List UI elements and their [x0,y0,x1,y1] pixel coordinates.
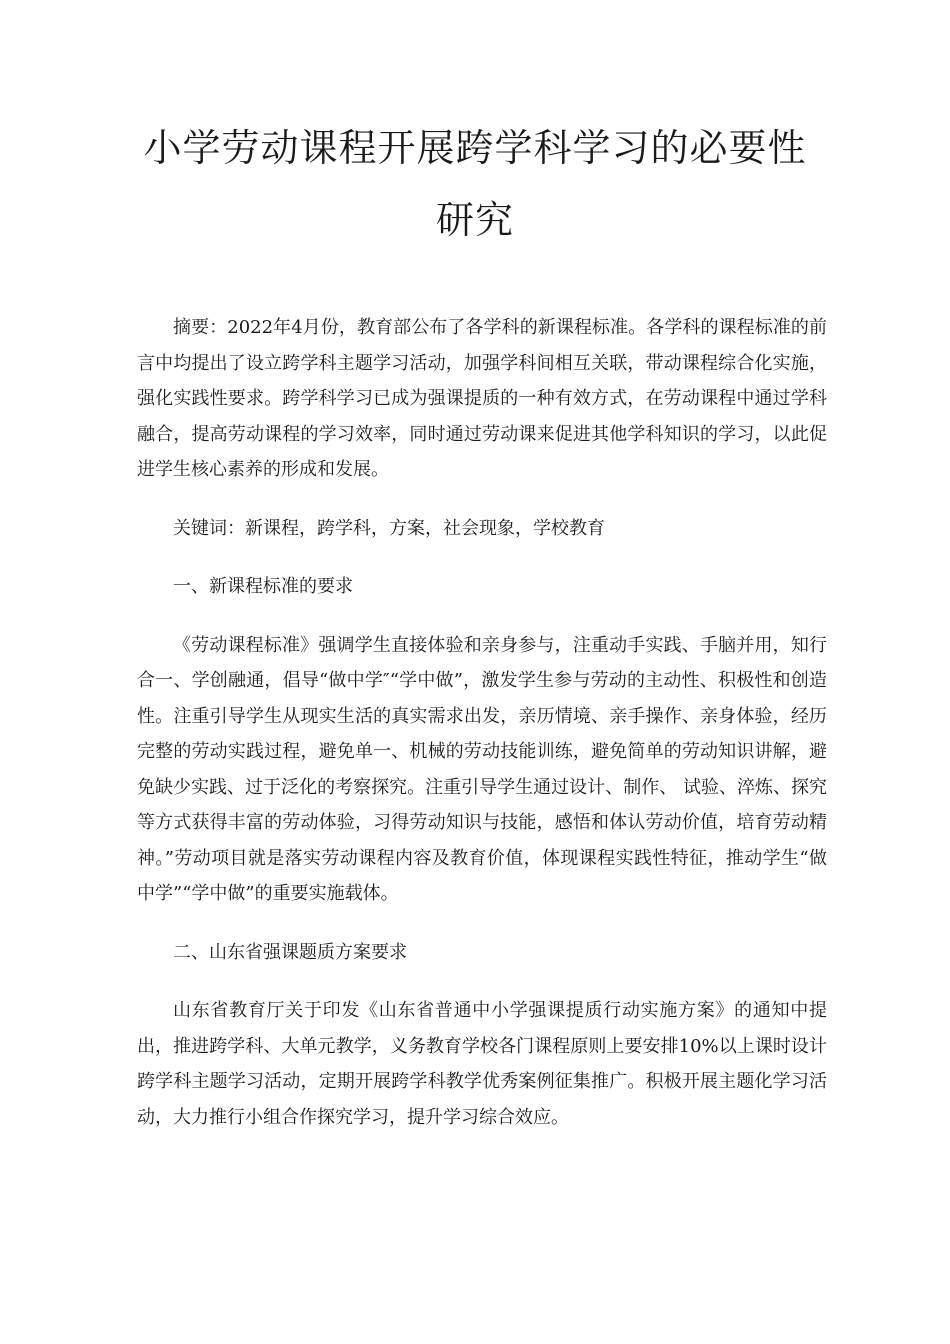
abstract-paragraph: 摘要：2022年4月份，教育部公布了各学科的新课程标准。各学科的课程标准的前言中均提出了设立跨学科主题学习活动，加强学科间相互关联，带动课程综合化实施，强化实践性要求。跨学科学习已成为强课提质的一种有效方式，在劳动课程中通过学科融合，提高劳动课程的学习效率，同时通过劳动课来促进其他学科知识的学习，以此促进学生核心素养的形成和发展。 [137,317,827,480]
section1-paragraph: 《劳动课程标准》强调学生直接体验和亲身参与，注重动手实践、手脑并用，知行合一、学创融通，倡导“做中学″“学中做”，激发学生参与劳动的主动性、积极性和创造性。注重引导学生从现实生活的真实需求出发，亲历情境、亲手操作、亲身体验，经历完整的劳动实践过程，避免单一、机械的劳动技能训练，避免简单的劳动知识讲解，避免缺少实践、过于泛化的考察探究。注重引导学生通过设计、制作、 试验、淬炼、探究等方式获得丰富的劳动体验，习得劳动知识与技能，感悟和体认劳动价值，培育劳动精神。”劳动项目就是落实劳动课程内容及教育价值，体现课程实践性特征，推动学生“做中学”“学中做”的重要实施载体。 [137,634,827,904]
document-title-line1: 小学劳动课程开展跨学科学习的必要性 [143,126,807,170]
keywords-paragraph: 关键词：新课程，跨学科，方案，社会现象，学校教育 [173,517,605,539]
document-body [137,310,827,1135]
section2-heading: 二、山东省强课题质方案要求 [173,941,407,963]
section1-heading: 一、新课程标准的要求 [173,576,353,597]
document-title-line2: 研究 [435,198,514,242]
section2-paragraph: 山东省教育厅关于印发《山东省普通中小学强课提质行动实施方案》的通知中提出，推进跨学科、大单元教学，义务教育学校各门课程原则上要安排10%以上课时设计跨学科主题学习活动，定期开展跨学科教学优秀案例征集推广。积极开展主题化学习活动，大力推行小组合作探究学习，提升学习综合效应。 [137,1000,827,1128]
